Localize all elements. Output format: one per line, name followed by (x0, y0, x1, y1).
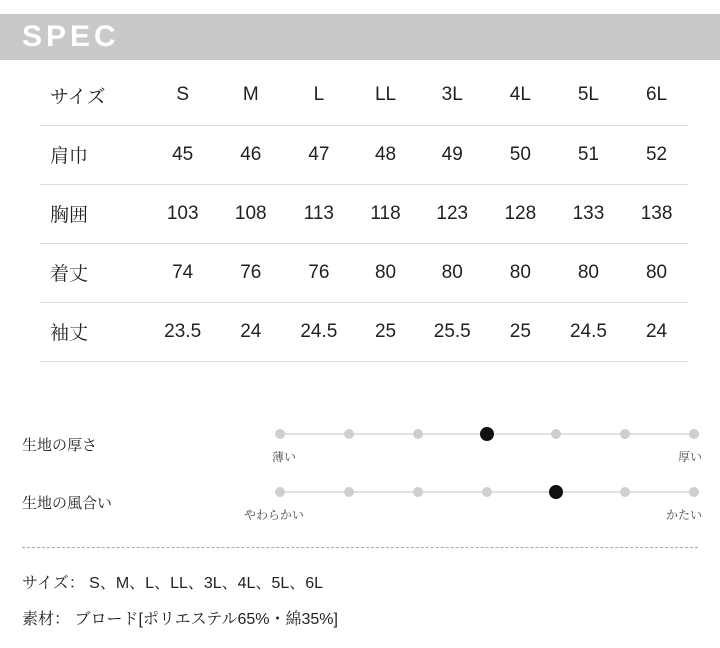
table-cell: 118 (356, 184, 416, 243)
slider-dot[interactable] (689, 429, 699, 439)
slider-dot-active[interactable] (480, 427, 494, 441)
table-cell: 25 (489, 302, 552, 361)
table-cell: 76 (282, 243, 355, 302)
table-cell: 80 (416, 243, 489, 302)
spec-table-body (40, 66, 688, 361)
table-cell: 25 (356, 302, 416, 361)
table-header-cell: M (219, 66, 282, 125)
table-cell: 46 (219, 125, 282, 184)
slider-track-thickness[interactable] (272, 410, 702, 468)
table-cell: 24 (219, 302, 282, 361)
table-row (40, 125, 688, 184)
table-cell: 108 (219, 184, 282, 243)
slider-dot[interactable] (344, 429, 354, 439)
table-cell: 24.5 (282, 302, 355, 361)
slider-min-label: やわらかい (244, 508, 305, 522)
note-material: 素材： ブロード[ポリエステル65%・綿35%] (22, 611, 338, 628)
table-cell: 138 (625, 184, 688, 243)
slider-min-label: 薄い (272, 450, 297, 464)
table-cell: 23.5 (146, 302, 219, 361)
table-row (40, 302, 688, 361)
table-row (40, 243, 688, 302)
row-label: 胸囲 (40, 184, 146, 243)
table-cell: 48 (356, 125, 416, 184)
slider-dot[interactable] (689, 487, 699, 497)
slider-dot[interactable] (620, 429, 630, 439)
table-cell: 80 (552, 243, 625, 302)
table-header-cell: 3L (416, 66, 489, 125)
table-cell: 80 (489, 243, 552, 302)
table-cell: 49 (416, 125, 489, 184)
table-cell: 103 (146, 184, 219, 243)
slider-row-thickness (22, 410, 702, 468)
spec-header-bar (0, 14, 720, 60)
slider-label: 生地の厚さ (22, 437, 98, 454)
slider-track-texture[interactable] (244, 468, 702, 526)
slider-max-label: かたい (665, 508, 702, 522)
table-header-cell: S (146, 66, 219, 125)
table-cell: 50 (489, 125, 552, 184)
note-sizes: サイズ： S、M、L、LL、3L、4L、5L、6L (22, 575, 324, 592)
table-cell: 128 (489, 184, 552, 243)
slider-dot[interactable] (344, 487, 354, 497)
table-cell: 24 (625, 302, 688, 361)
fabric-attribute-sliders (22, 410, 702, 526)
table-cell: 123 (416, 184, 489, 243)
slider-dot[interactable] (275, 429, 285, 439)
row-label: 肩巾 (40, 125, 146, 184)
table-header-cell: LL (356, 66, 416, 125)
table-header-cell: 4L (489, 66, 552, 125)
table-cell: 113 (282, 184, 355, 243)
slider-row-texture (22, 468, 702, 526)
slider-dot[interactable] (551, 429, 561, 439)
table-cell: 47 (282, 125, 355, 184)
table-cell: 52 (625, 125, 688, 184)
slider-dot[interactable] (275, 487, 285, 497)
table-cell: 80 (625, 243, 688, 302)
slider-dot-active[interactable] (549, 485, 563, 499)
table-header-cell: サイズ (40, 66, 146, 125)
slider-dot[interactable] (413, 487, 423, 497)
slider-max-label: 厚い (677, 450, 702, 464)
table-cell: 76 (219, 243, 282, 302)
section-divider (22, 547, 698, 548)
table-row (40, 184, 688, 243)
page-title: SPEC (22, 20, 120, 53)
table-header-row (40, 66, 688, 125)
spec-notes (22, 566, 702, 638)
slider-dot[interactable] (413, 429, 423, 439)
table-cell: 24.5 (552, 302, 625, 361)
table-cell: 25.5 (416, 302, 489, 361)
slider-dot[interactable] (482, 487, 492, 497)
table-cell: 80 (356, 243, 416, 302)
slider-label: 生地の風合い (22, 495, 113, 512)
slider-dot[interactable] (620, 487, 630, 497)
table-header-cell: L (282, 66, 355, 125)
table-header-cell: 6L (625, 66, 688, 125)
table-header-cell: 5L (552, 66, 625, 125)
row-label: 袖丈 (40, 302, 146, 361)
table-cell: 133 (552, 184, 625, 243)
row-label: 着丈 (40, 243, 146, 302)
table-cell: 51 (552, 125, 625, 184)
table-cell: 74 (146, 243, 219, 302)
table-cell: 45 (146, 125, 219, 184)
spec-table (40, 66, 688, 362)
